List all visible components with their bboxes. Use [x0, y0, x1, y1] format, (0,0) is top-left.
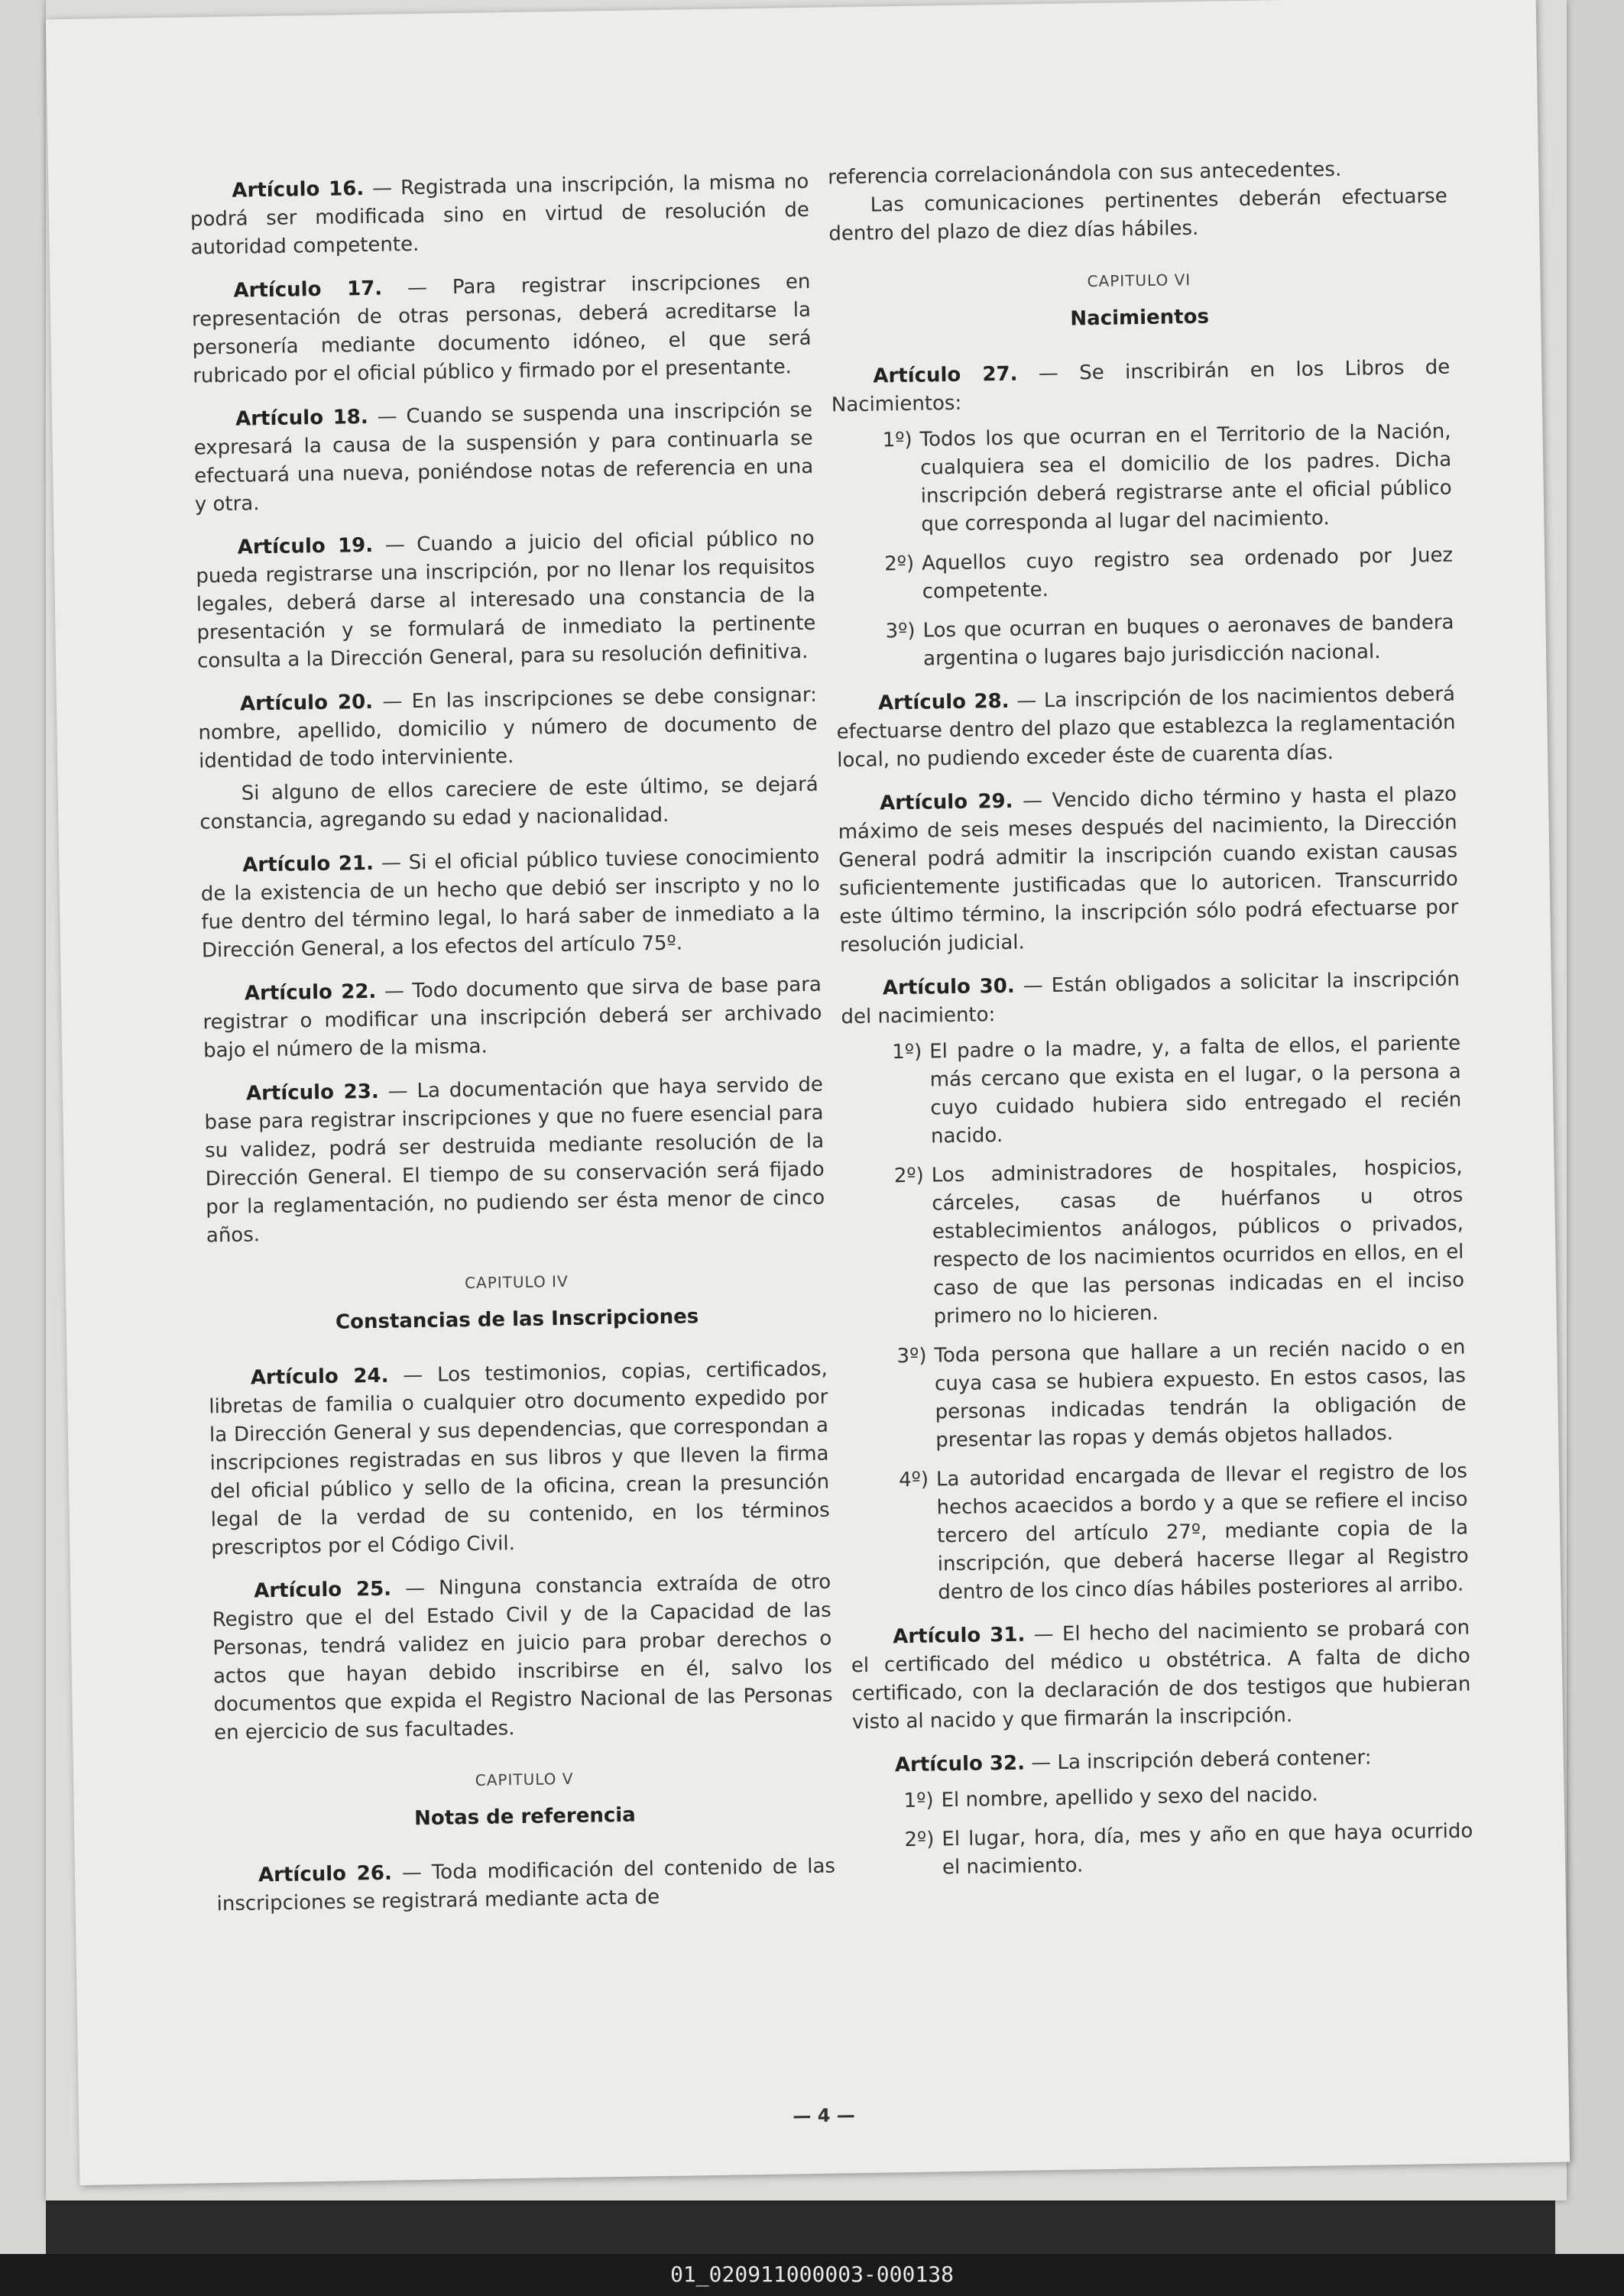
- scan-id-label: 01_020911000003-000138: [670, 2262, 954, 2287]
- item-text: El lugar, hora, día, mes y año en que haya ocurrido el nacimiento.: [942, 1819, 1473, 1880]
- item-text: Aquellos cuyo registro sea ordenado por Juez competente.: [921, 543, 1454, 604]
- item-text: Toda persona que hallare a un recién nacido o en cuya casa se hubiera expuesto. En estos casos, las personas indicadas tendrán la obligación de presentar las ropas y demás objetos hallados.: [934, 1336, 1467, 1452]
- article-text: — Vencido dicho término y hasta el plazo máximo de seis meses después del nacimiento, la Dirección General podrá admitir la inscripción cuando existan causas suficientemente justificadas que lo autoricen. Transcurrido este último término, la inscripción sólo podrá efectuarse por resolución judicial.: [838, 782, 1459, 957]
- article-26-continuation: referencia correlacionándola con sus antecedentes.: [827, 157, 1342, 189]
- article-text: — Todo documento que sirva de base para registrar o modificar una inscripción deberá ser archivado bajo el número de la misma.: [203, 973, 822, 1063]
- right-column: [828, 154, 1474, 1899]
- article-23: [204, 1071, 825, 1251]
- article-label: Artículo 27.: [873, 362, 1018, 388]
- article-text: — La inscripción deberá contener:: [1024, 1746, 1372, 1775]
- item-number: 2º): [884, 552, 915, 576]
- chapter-6-title: Nacimientos: [1070, 305, 1210, 331]
- article-32: [853, 1742, 1472, 1780]
- article-17: [191, 268, 812, 391]
- article-text: — Se inscribirán en los Libros de Nacimientos:: [831, 355, 1451, 417]
- article-29: [838, 781, 1459, 960]
- article-label: Artículo 21.: [242, 851, 374, 877]
- article-label: Artículo 32.: [894, 1751, 1026, 1777]
- list-item: [868, 542, 1454, 607]
- article-25: [212, 1569, 833, 1748]
- article-text: — Para registrar inscripciones en representación de otras personas, deberá acreditarse la personería mediante documento idóneo, el que será rubricado por el oficial público y firmado por el presentante.: [191, 270, 812, 388]
- article-30: [841, 966, 1460, 1032]
- article-27-items: [866, 418, 1454, 675]
- list-item: [877, 1154, 1464, 1333]
- chapter-6-label: CAPITULO VI: [1087, 270, 1191, 291]
- list-item: [876, 1030, 1462, 1152]
- article-label: Artículo 19.: [237, 533, 374, 559]
- article-text: — La documentación que haya servido de base para registrar inscripciones y que no fuere esencial para su validez, podrá ser destruida mediante resolución de la Dirección General. El tiempo de su conservación será fijado por la reglamentación, no pudiendo ser ésta menor de cinco años.: [204, 1073, 825, 1248]
- article-text: — Registrada una inscripción, la misma no podrá ser modificada sino en virtud de resolución de autoridad competente.: [190, 170, 810, 260]
- chapter-4-title: Constancias de las Inscripciones: [335, 1305, 699, 1334]
- article-27: [831, 354, 1451, 420]
- article-label: Artículo 24.: [250, 1364, 389, 1390]
- article-31: [851, 1614, 1471, 1737]
- article-text: — Están obligados a solicitar la inscripción del nacimiento:: [841, 967, 1460, 1029]
- list-item: [888, 1817, 1473, 1883]
- article-32-items: [887, 1778, 1473, 1883]
- item-text: Los administradores de hospitales, hospicios, cárceles, casas de huérfanos u otros establecimientos análogos, públicos o privados, respecto de los nacimientos ocurridos en ellos, en el caso de que las personas indicadas en el inciso primero no lo hicieren.: [931, 1155, 1465, 1329]
- article-28: [836, 681, 1457, 776]
- article-19: [195, 525, 816, 676]
- document-page: [46, 0, 1570, 2185]
- article-label: Artículo 20.: [239, 690, 374, 716]
- article-label: Artículo 28.: [877, 689, 1010, 715]
- article-text: — Cuando a juicio del oficial público no pueda registrarse una inscripción, por no llenar los requisitos legales, deberá darse al interesado una constancia de la presentación y se formulará de inmediato la pertinente consulta a la Dirección General, para su resolución definitiva.: [196, 526, 816, 673]
- article-26-paragraph-2: Las comunicaciones pertinentes deberán efectuarse dentro del plazo de diez días hábiles.: [828, 184, 1447, 246]
- list-item: [866, 418, 1452, 540]
- article-18: [193, 397, 814, 520]
- article-label: Artículo 29.: [879, 789, 1013, 815]
- item-number: 1º): [882, 428, 912, 452]
- article-16: [190, 168, 810, 263]
- article-21: [200, 843, 821, 966]
- item-number: 3º): [896, 1344, 927, 1368]
- article-text: — Cuando se suspenda una inscripción se expresará la causa de la suspensión y para continuarla se efectuará una nueva, poniéndose notas de referencia en una y otra.: [193, 398, 814, 517]
- article-label: Artículo 25.: [253, 1577, 392, 1603]
- article-label: Artículo 26.: [258, 1861, 393, 1887]
- list-item: [883, 1458, 1470, 1608]
- item-number: 2º): [904, 1828, 935, 1852]
- item-text: El padre o la madre, y, a falta de ellos, el pariente más cercano que exista en el lugar, o la persona a cuyo cuidado hubiera sido entregado el recién nacido.: [929, 1031, 1462, 1148]
- item-text: Todos los que ocurran en el Territorio de la Nación, cualquiera sea el domicilio de los padres. Dicha inscripción deberá registrarse ante el oficial público que corresponda al lugar del nacimiento.: [919, 419, 1452, 536]
- item-number: 2º): [893, 1164, 924, 1188]
- article-26: [216, 1853, 836, 1919]
- chapter-5-title: Notas de referencia: [413, 1803, 636, 1831]
- article-24: [209, 1355, 831, 1563]
- item-text: La autoridad encargada de llevar el registro de los hechos acaecidos a bordo y a que se refiere el inciso tercero del artículo 27º, mediante copia de la inscripción, que deberá hacerse llegar al Registro dentro de los cinco días hábiles posteriores al arribo.: [935, 1459, 1469, 1605]
- article-label: Artículo 23.: [245, 1080, 379, 1106]
- article-text: — La inscripción de los nacimientos deberá efectuarse dentro del plazo que establezca la reglamentación local, no pudiendo exceder éste de cuarenta días.: [836, 682, 1456, 772]
- article-label: Artículo 18.: [235, 405, 369, 431]
- article-text: — En las inscripciones se debe consignar: nombre, apellido, domicilio y número de documento de identidad de todo interviniente.: [198, 683, 818, 773]
- scanner-left-edge: [0, 0, 46, 2254]
- chapter-4-label: CAPITULO IV: [464, 1271, 569, 1293]
- article-text: — El hecho del nacimiento se probará con el certificado del médico u obstétrica. A falta de dicho certificado, con la declaración de dos testigos que hubieran visto al nacido y que firmarán la inscripción.: [851, 1616, 1471, 1734]
- article-text: — Toda modificación del contenido de las inscripciones se registrará mediante acta de: [216, 1854, 836, 1916]
- left-column: [190, 168, 836, 1934]
- list-item: [869, 609, 1454, 675]
- item-text: El nombre, apellido y sexo del nacido.: [941, 1783, 1318, 1812]
- article-22: [203, 971, 823, 1066]
- item-number: 4º): [898, 1468, 929, 1492]
- article-30-items: [876, 1030, 1470, 1608]
- item-text: Los que ocurran en buques o aeronaves de bandera argentina o lugares bajo jurisdicción nacional.: [922, 610, 1454, 671]
- article-label: Artículo 30.: [882, 974, 1015, 1000]
- article-text: — Ninguna constancia extraída de otro Registro que el del Estado Civil y de la Capacidad de las Personas, tendrá validez en juicio para probar derechos o actos que hayan debido inscribirse en él, salvo los documentos que expida el Registro Nacional de las Personas en ejercicio de sus facultades.: [212, 1570, 833, 1745]
- article-label: Artículo 17.: [233, 277, 383, 303]
- article-label: Artículo 22.: [244, 980, 377, 1006]
- list-item: [880, 1334, 1467, 1456]
- article-20-paragraph-2: Si alguno de ellos careciere de este último, se dejará constancia, agregando su edad y nacionalidad.: [199, 772, 818, 834]
- article-text: — Si el oficial público tuviese conocimiento de la existencia de un hecho que debió ser inscripto y no lo fue dentro del término legal, lo hará saber de inmediato a la Dirección General, a los efectos del artículo 75º.: [200, 844, 821, 963]
- item-number: 1º): [892, 1040, 922, 1064]
- article-label: Artículo 16.: [232, 176, 365, 202]
- article-label: Artículo 31.: [893, 1623, 1026, 1649]
- article-20: [198, 682, 818, 776]
- item-number: 1º): [903, 1789, 934, 1813]
- chapter-5-label: CAPITULO V: [475, 1769, 574, 1789]
- article-text: — Los testimonios, copias, certificados, libretas de familia o cualquier otro documento expedido por la Dirección General y sus dependencias, que correspondan a inscripciones registradas en sus libros y que lleven la firma del oficial público y sello de la oficina, crean la presunción legal de la verdad de su contenido, en los términos prescriptos por el Código Civil.: [209, 1357, 830, 1560]
- item-number: 3º): [885, 619, 916, 643]
- list-item: [887, 1778, 1472, 1815]
- page-number: — 4 —: [793, 2104, 855, 2127]
